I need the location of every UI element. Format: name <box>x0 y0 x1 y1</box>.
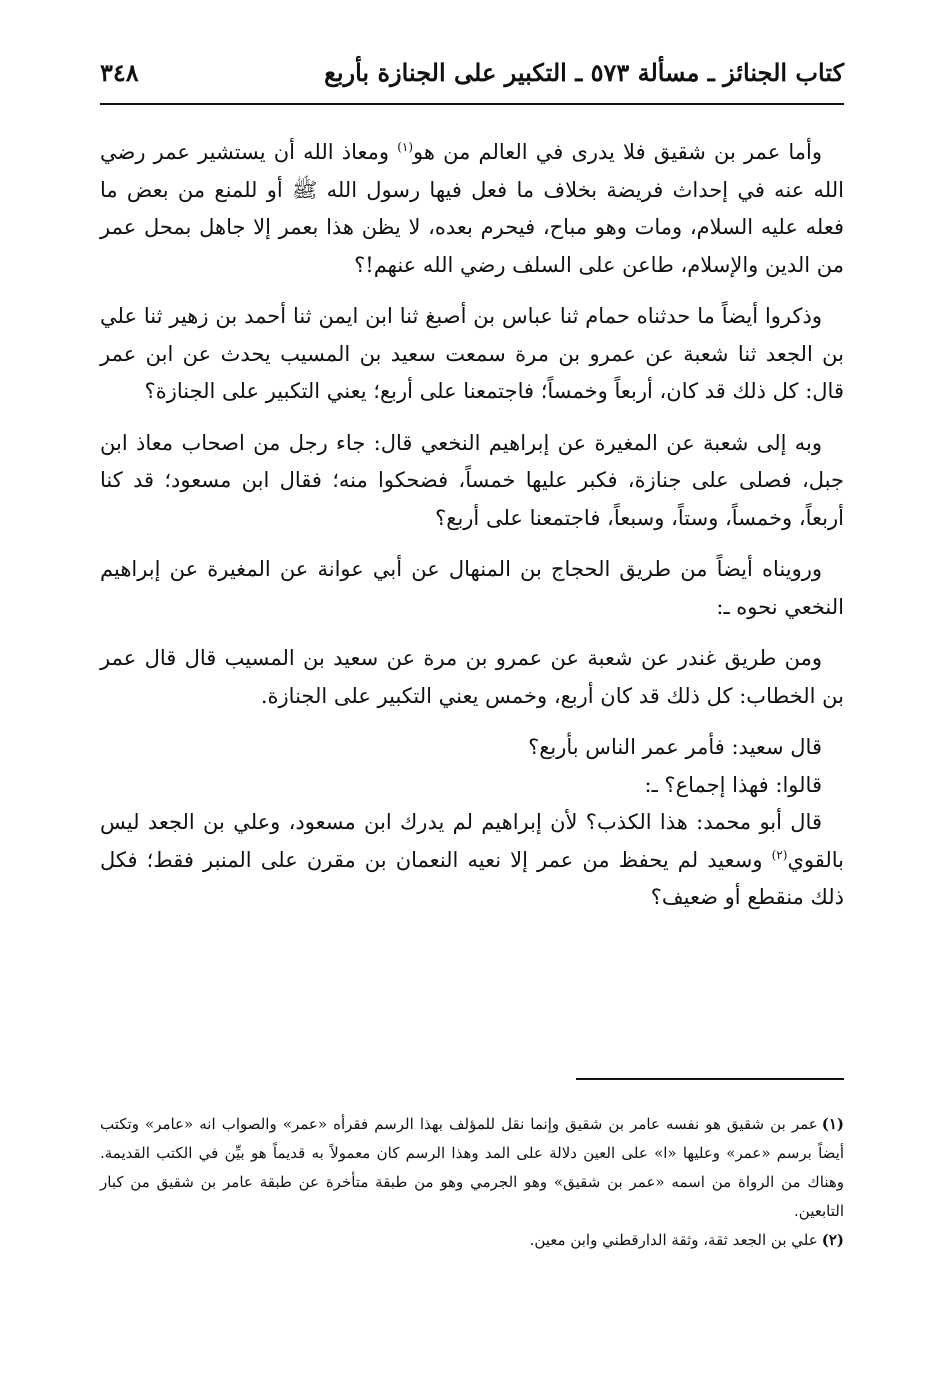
footnotes <box>100 1110 844 1255</box>
footnote-text: علي بن الجعد ثقة، وثقة الدارقطني وابن معين. <box>529 1231 818 1249</box>
footnote-2 <box>100 1226 844 1255</box>
paragraph-text: ومن طريق غندر عن شعبة عن عمرو بن مرة عن سعيد بن المسيب قال قال عمر بن الخطاب: كل ذلك قد كان أربع، وخمس يعني التكبير على الجنازة. <box>100 646 844 708</box>
paragraph-6 <box>100 729 844 767</box>
paragraph-4 <box>100 551 844 626</box>
paragraph-text: وذكروا أيضاً ما حدثناه حمام ثنا عباس بن أصبغ ثنا ابن ايمن ثنا أحمد بن زهير ثنا علي بن الجعد ثنا شعبة عن عمرو بن مرة سمعت سعيد بن المسيب يحدث عن ابن عمر قال: كل ذلك قد كان، أربعاً وخمساً؛ فاجتمعنا على أربع؛ يعني التكبير على الجنازة؟ <box>100 304 844 403</box>
footnote-separator <box>576 1078 844 1080</box>
paragraph-text: قالوا: فهذا إجماع؟ ـ: <box>644 772 822 797</box>
running-title: كتاب الجنائز ـ مسألة ٥٧٣ ـ التكبير على الجنازة بأربع <box>324 58 844 87</box>
page-header <box>100 58 844 98</box>
paragraph-text: وبه إلى شعبة عن المغيرة عن إبراهيم النخعي قال: جاء رجل من اصحاب معاذ ابن جبل، فصلى على جنازة، فكبر عليها خمساً، فضحكوا منه؛ فقال ابن مسعود؛ قد كنا أربعاً، وخمساً، وستاً، وسبعاً، فاجتمعنا على أربع؟ <box>100 430 844 530</box>
paragraph-text: قال أبو محمد: هذا الكذب؟ لأن إبراهيم لم يدرك ابن مسعود، وعلي بن الجعد ليس بالقوي <box>100 810 844 872</box>
footnote-ref-1[interactable]: (١) <box>397 140 414 154</box>
page-number: ٣٤٨ <box>100 58 139 87</box>
header-rule <box>100 103 844 105</box>
paragraph-text-cont: ومعاذ الله أن يستشير عمر رضي الله عنه في إحداث فريضة بخلاف ما فعل فيها رسول الله ﷺ أو للمنع من بعض ما فعله عليه السلام، ومات وهو مباح، فيحرم بعده، لا يظن هذا بعمر إلا جاهل بمحل عمر من الدين والإسلام، طاعن على السلف رضي الله عنهم!؟ <box>100 140 844 277</box>
paragraph-2 <box>100 298 844 411</box>
paragraph-5 <box>100 640 844 715</box>
footnote-text: عمر بن شقيق هو نفسه عامر بن شقيق وإنما نقل للمؤلف بهذا الرسم فقرأه «عمر» والصواب انه «عامر» وتكتب أيضاً برسم «عمر» وعليها «ا» على العين دلالة على المد وهذا الرسم كان معمولاً به قديماً هو بيِّن في الكتب القديمة. وهناك من الرواة من اسمه «عمر بن شقيق» وهو الجرمي وهو من طبقة متأخرة عن طبقة عامر بن شقيق من كبار التابعين. <box>100 1115 844 1220</box>
main-text <box>100 134 844 931</box>
paragraph-8 <box>100 804 844 917</box>
paragraph-7 <box>100 767 844 805</box>
paragraph-text: وأما عمر بن شقيق فلا يدرى في العالم من هو <box>413 140 822 164</box>
paragraph-text: قال سعيد: فأمر عمر الناس بأربع؟ <box>528 735 822 759</box>
footnote-number: (٢) <box>821 1231 844 1249</box>
paragraph-text-cont: وسعيد لم يحفظ من عمر إلا نعيه النعمان بن مقرن على المنبر فقط؛ فكل ذلك منقطع أو ضعيف؟ <box>100 847 844 909</box>
footnote-number: (١) <box>821 1115 844 1133</box>
footnote-ref-2[interactable]: (٢) <box>771 847 788 862</box>
paragraph-3 <box>100 425 844 538</box>
paragraph-1 <box>100 134 844 284</box>
footnote-1 <box>100 1110 844 1226</box>
paragraph-text: ورويناه أيضاً من طريق الحجاج بن المنهال عن أبي عوانة عن المغيرة عن إبراهيم النخعي نحوه ـ: <box>100 557 844 619</box>
